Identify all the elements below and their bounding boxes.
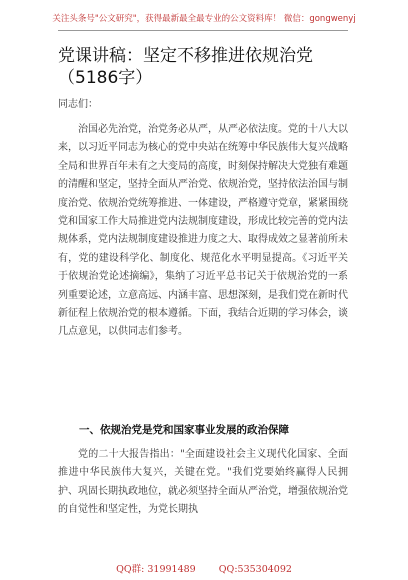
document-title: 党课讲稿：坚定不移推进依规治党（5186字）: [58, 46, 313, 88]
paragraph-2: [58, 446, 348, 520]
paragraph-1: [58, 121, 348, 342]
page-header-banner: 关注头条号"公文研究"，获得最新最全最专业的公文资料库！ 微信：gongwenyj: [52, 14, 356, 24]
header-divider: [58, 30, 348, 31]
section-heading-1: 一、依规治党是党和国家事业发展的政治保障: [79, 424, 289, 436]
page-footer: [0, 561, 408, 575]
greeting: 同志们：: [58, 99, 98, 110]
footer-qq-group: QQ群: 31991489: [116, 564, 196, 575]
paragraph-2-text: 党的二十大报告指出："全面建设社会主义现代化国家、全面推进中华民族伟大复兴，关键在党。"我们党要始终赢得人民拥护、巩固长期执政地位，就必须坚持全面从严治党，增强依规治党的自觉性和坚定性，为党长期执: [58, 449, 348, 516]
footer-qq: QQ:535304092: [218, 564, 292, 575]
paragraph-1-text: 治国必先治党，治党务必从严，从严必依法度。党的十八大以来，以习近平同志为核心的党中央站在统筹中华民族伟大复兴战略全局和世界百年未有之大变局的高度，时刻保持解决大党独有难题的清醒和坚定，坚持全面从严治党、依规治党，坚持依法治国与制度治党、依规治党统筹推进、一体建设，严格遵守党章，紧紧围绕党和国家工作大局推进党内法规制度建设，形成比较完善的党内法规体系，党内法规制度建设推进力度之大、取得成效之显著前所未有，党的建设科学化、制度化、规范化水平明显提高。《习近平关于依规治党论述摘编》，集纳了习近平总书记关于依规治党的一系列重要论述，立意高远、内涵丰富、思想深刻，是我们党在新时代新征程上依规治党的根本遵循。下面，我结合近期的学习体会，谈几点意见，以供同志们参考。: [58, 124, 348, 338]
